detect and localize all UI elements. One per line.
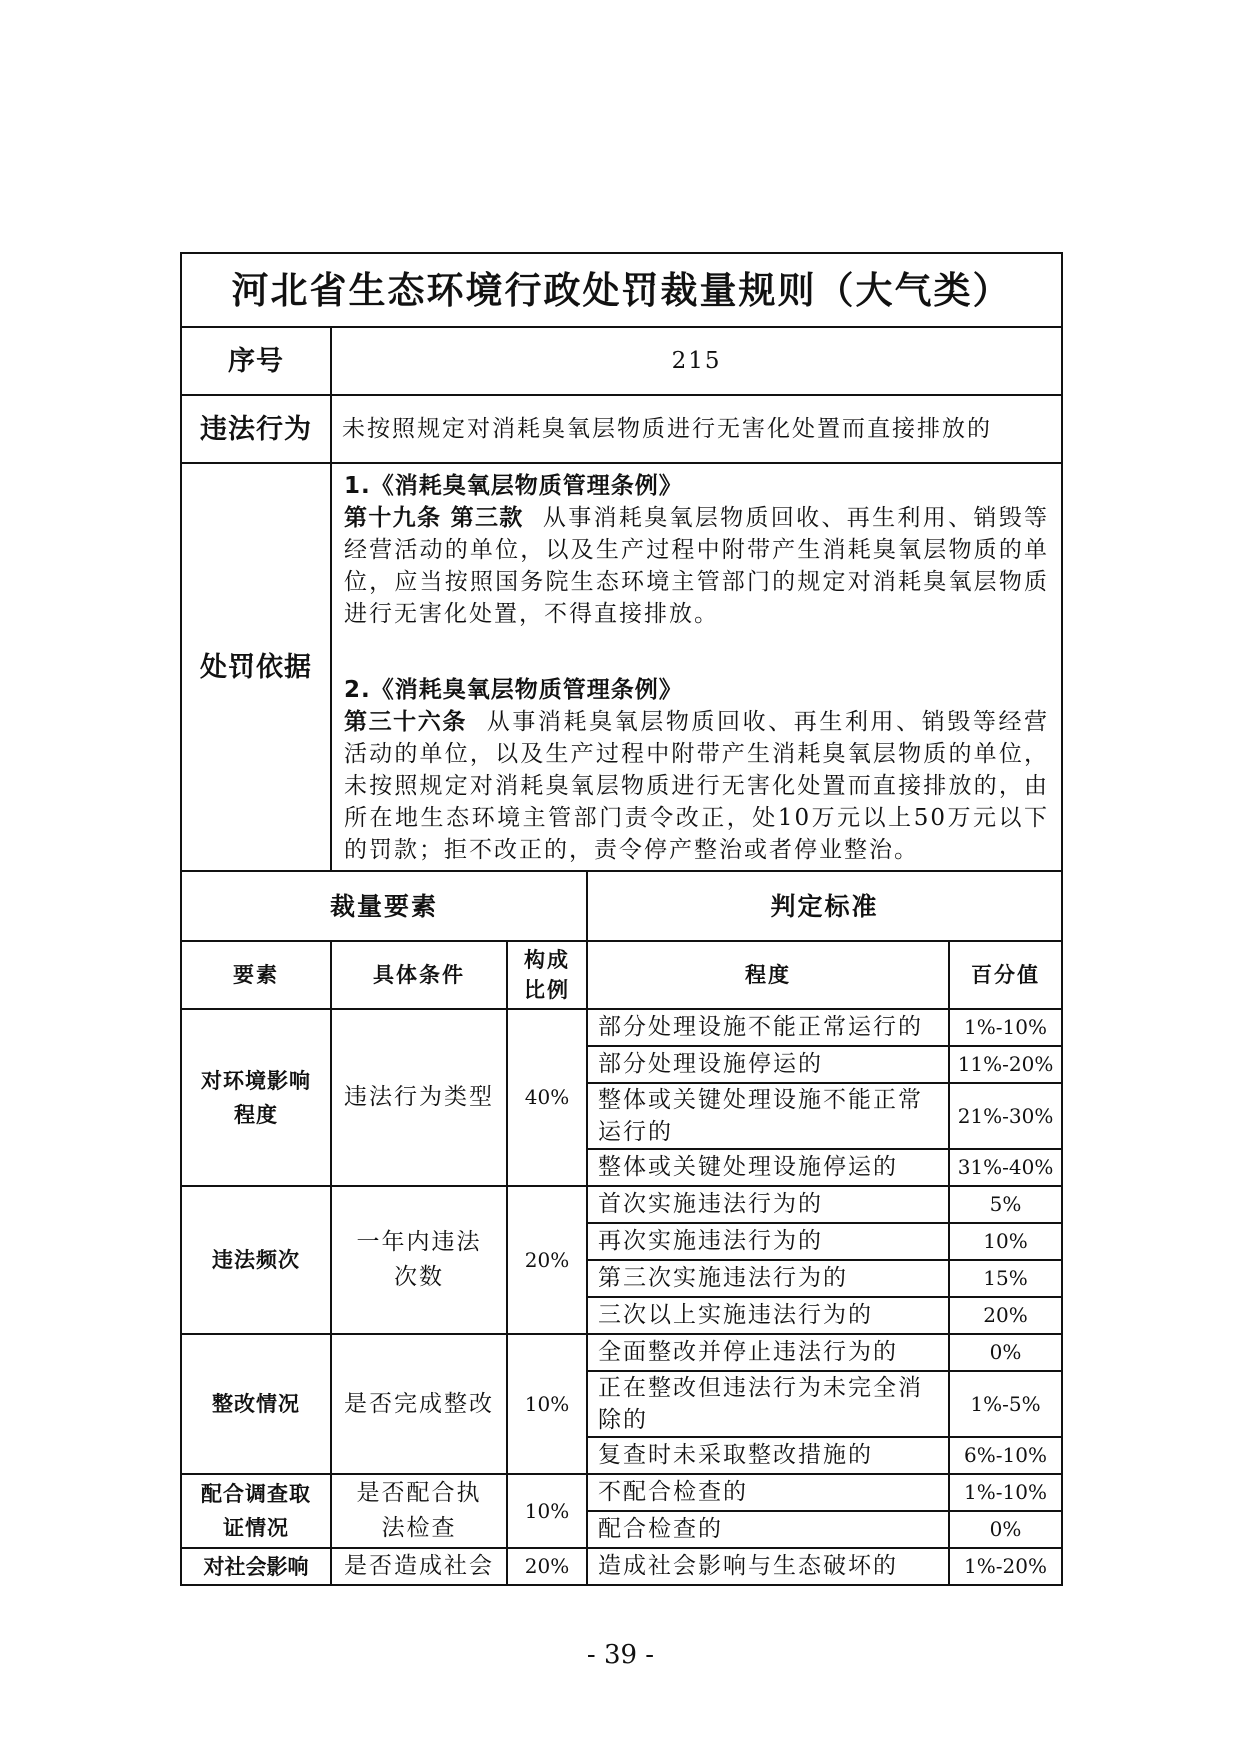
basis-clause-2 [344,706,1049,866]
factor-condition: 是否完成整改 [331,1334,507,1474]
section-judgment-criteria: 判定标准 [587,871,1062,941]
level-degree: 正在整改但违法行为未完全消除的 [587,1371,949,1437]
level-degree: 配合检查的 [587,1511,949,1548]
basis-text-1: 从事消耗臭氧层物质回收、再生利用、销毁等经营活动的单位，以及生产过程中附带产生消耗臭氧层物质的单位，应当按照国务院生态环境主管部门的规定对消耗臭氧层物质进行无害化处置，不得直接排放。 [344,505,1050,627]
violation-text: 未按照规定对消耗臭氧层物质进行无害化处置而直接排放的 [331,395,1062,463]
factor-ratio: 10% [507,1474,587,1548]
document-title: 河北省生态环境行政处罚裁量规则（大气类） [181,253,1062,327]
level-percent: 11%-20% [949,1046,1062,1083]
factor-ratio: 20% [507,1186,587,1334]
table-row [181,1186,1062,1223]
factor-condition: 违法行为类型 [331,1009,507,1186]
basis-clause-1 [344,502,1049,630]
penalty-rule-document [180,252,1061,1586]
violation-label: 违法行为 [181,395,331,463]
factor-name: 违法频次 [181,1186,331,1334]
level-degree: 首次实施违法行为的 [587,1186,949,1223]
table-row [181,1548,1062,1585]
level-degree: 不配合检查的 [587,1474,949,1511]
factor-condition: 是否配合执法检查 [331,1474,507,1548]
basis-text-2: 从事消耗臭氧层物质回收、再生利用、销毁等经营活动的单位，以及生产过程中附带产生消耗臭氧层物质的单位，未按照规定对消耗臭氧层物质进行无害化处置而直接排放的，由所在地生态环境主管部门责令改正，处10万元以上50万元以下的罚款；拒不改正的，责令停产整治或者停业整治。 [344,709,1050,863]
basis-article-2: 第三十六条 [344,709,467,735]
section-discretion-factors: 裁量要素 [181,871,587,941]
level-degree: 整体或关键处理设施不能正常运行的 [587,1083,949,1149]
level-percent: 1%-20% [949,1548,1062,1585]
level-degree: 部分处理设施不能正常运行的 [587,1009,949,1046]
level-degree: 再次实施违法行为的 [587,1223,949,1260]
factor-ratio: 20% [507,1548,587,1585]
level-percent: 5% [949,1186,1062,1223]
level-percent: 31%-40% [949,1149,1062,1186]
level-percent: 0% [949,1511,1062,1548]
table-row [181,1474,1062,1511]
header-degree: 程度 [587,941,949,1009]
level-percent: 0% [949,1334,1062,1371]
page-number: - 39 - [586,1640,655,1670]
level-percent: 1%-5% [949,1371,1062,1437]
factor-ratio: 40% [507,1009,587,1186]
factor-name: 整改情况 [181,1334,331,1474]
level-degree: 全面整改并停止违法行为的 [587,1334,949,1371]
factor-ratio: 10% [507,1334,587,1474]
level-degree: 复查时未采取整改措施的 [587,1437,949,1474]
factor-name: 配合调查取证情况 [181,1474,331,1548]
level-degree: 第三次实施违法行为的 [587,1260,949,1297]
level-percent: 1%-10% [949,1474,1062,1511]
basis-law-2: 2.《消耗臭氧层物质管理条例》 [344,677,683,703]
level-percent: 20% [949,1297,1062,1334]
level-degree: 造成社会影响与生态破坏的 [587,1548,949,1585]
table-row [181,1334,1062,1371]
level-percent: 1%-10% [949,1009,1062,1046]
level-percent: 15% [949,1260,1062,1297]
header-factor: 要素 [181,941,331,1009]
basis-article-1: 第十九条 第三款 [344,505,524,531]
factor-name: 对环境影响程度 [181,1009,331,1186]
level-percent: 21%-30% [949,1083,1062,1149]
basis-law-1: 1.《消耗臭氧层物质管理条例》 [344,473,683,499]
level-percent: 10% [949,1223,1062,1260]
level-degree: 整体或关键处理设施停运的 [587,1149,949,1186]
header-condition: 具体条件 [331,941,507,1009]
basis-label: 处罚依据 [181,463,331,871]
penalty-basis [331,463,1062,871]
serial-value: 215 [331,327,1062,395]
header-percent: 百分值 [949,941,1062,1009]
level-percent: 6%-10% [949,1437,1062,1474]
factor-condition: 一年内违法次数 [331,1186,507,1334]
level-degree: 部分处理设施停运的 [587,1046,949,1083]
factor-name: 对社会影响 [181,1548,331,1585]
penalty-rule-table [180,252,1063,1586]
factor-condition: 是否造成社会 [331,1548,507,1585]
table-row [181,1009,1062,1046]
header-ratio: 构成比例 [507,941,587,1009]
serial-label: 序号 [181,327,331,395]
level-degree: 三次以上实施违法行为的 [587,1297,949,1334]
